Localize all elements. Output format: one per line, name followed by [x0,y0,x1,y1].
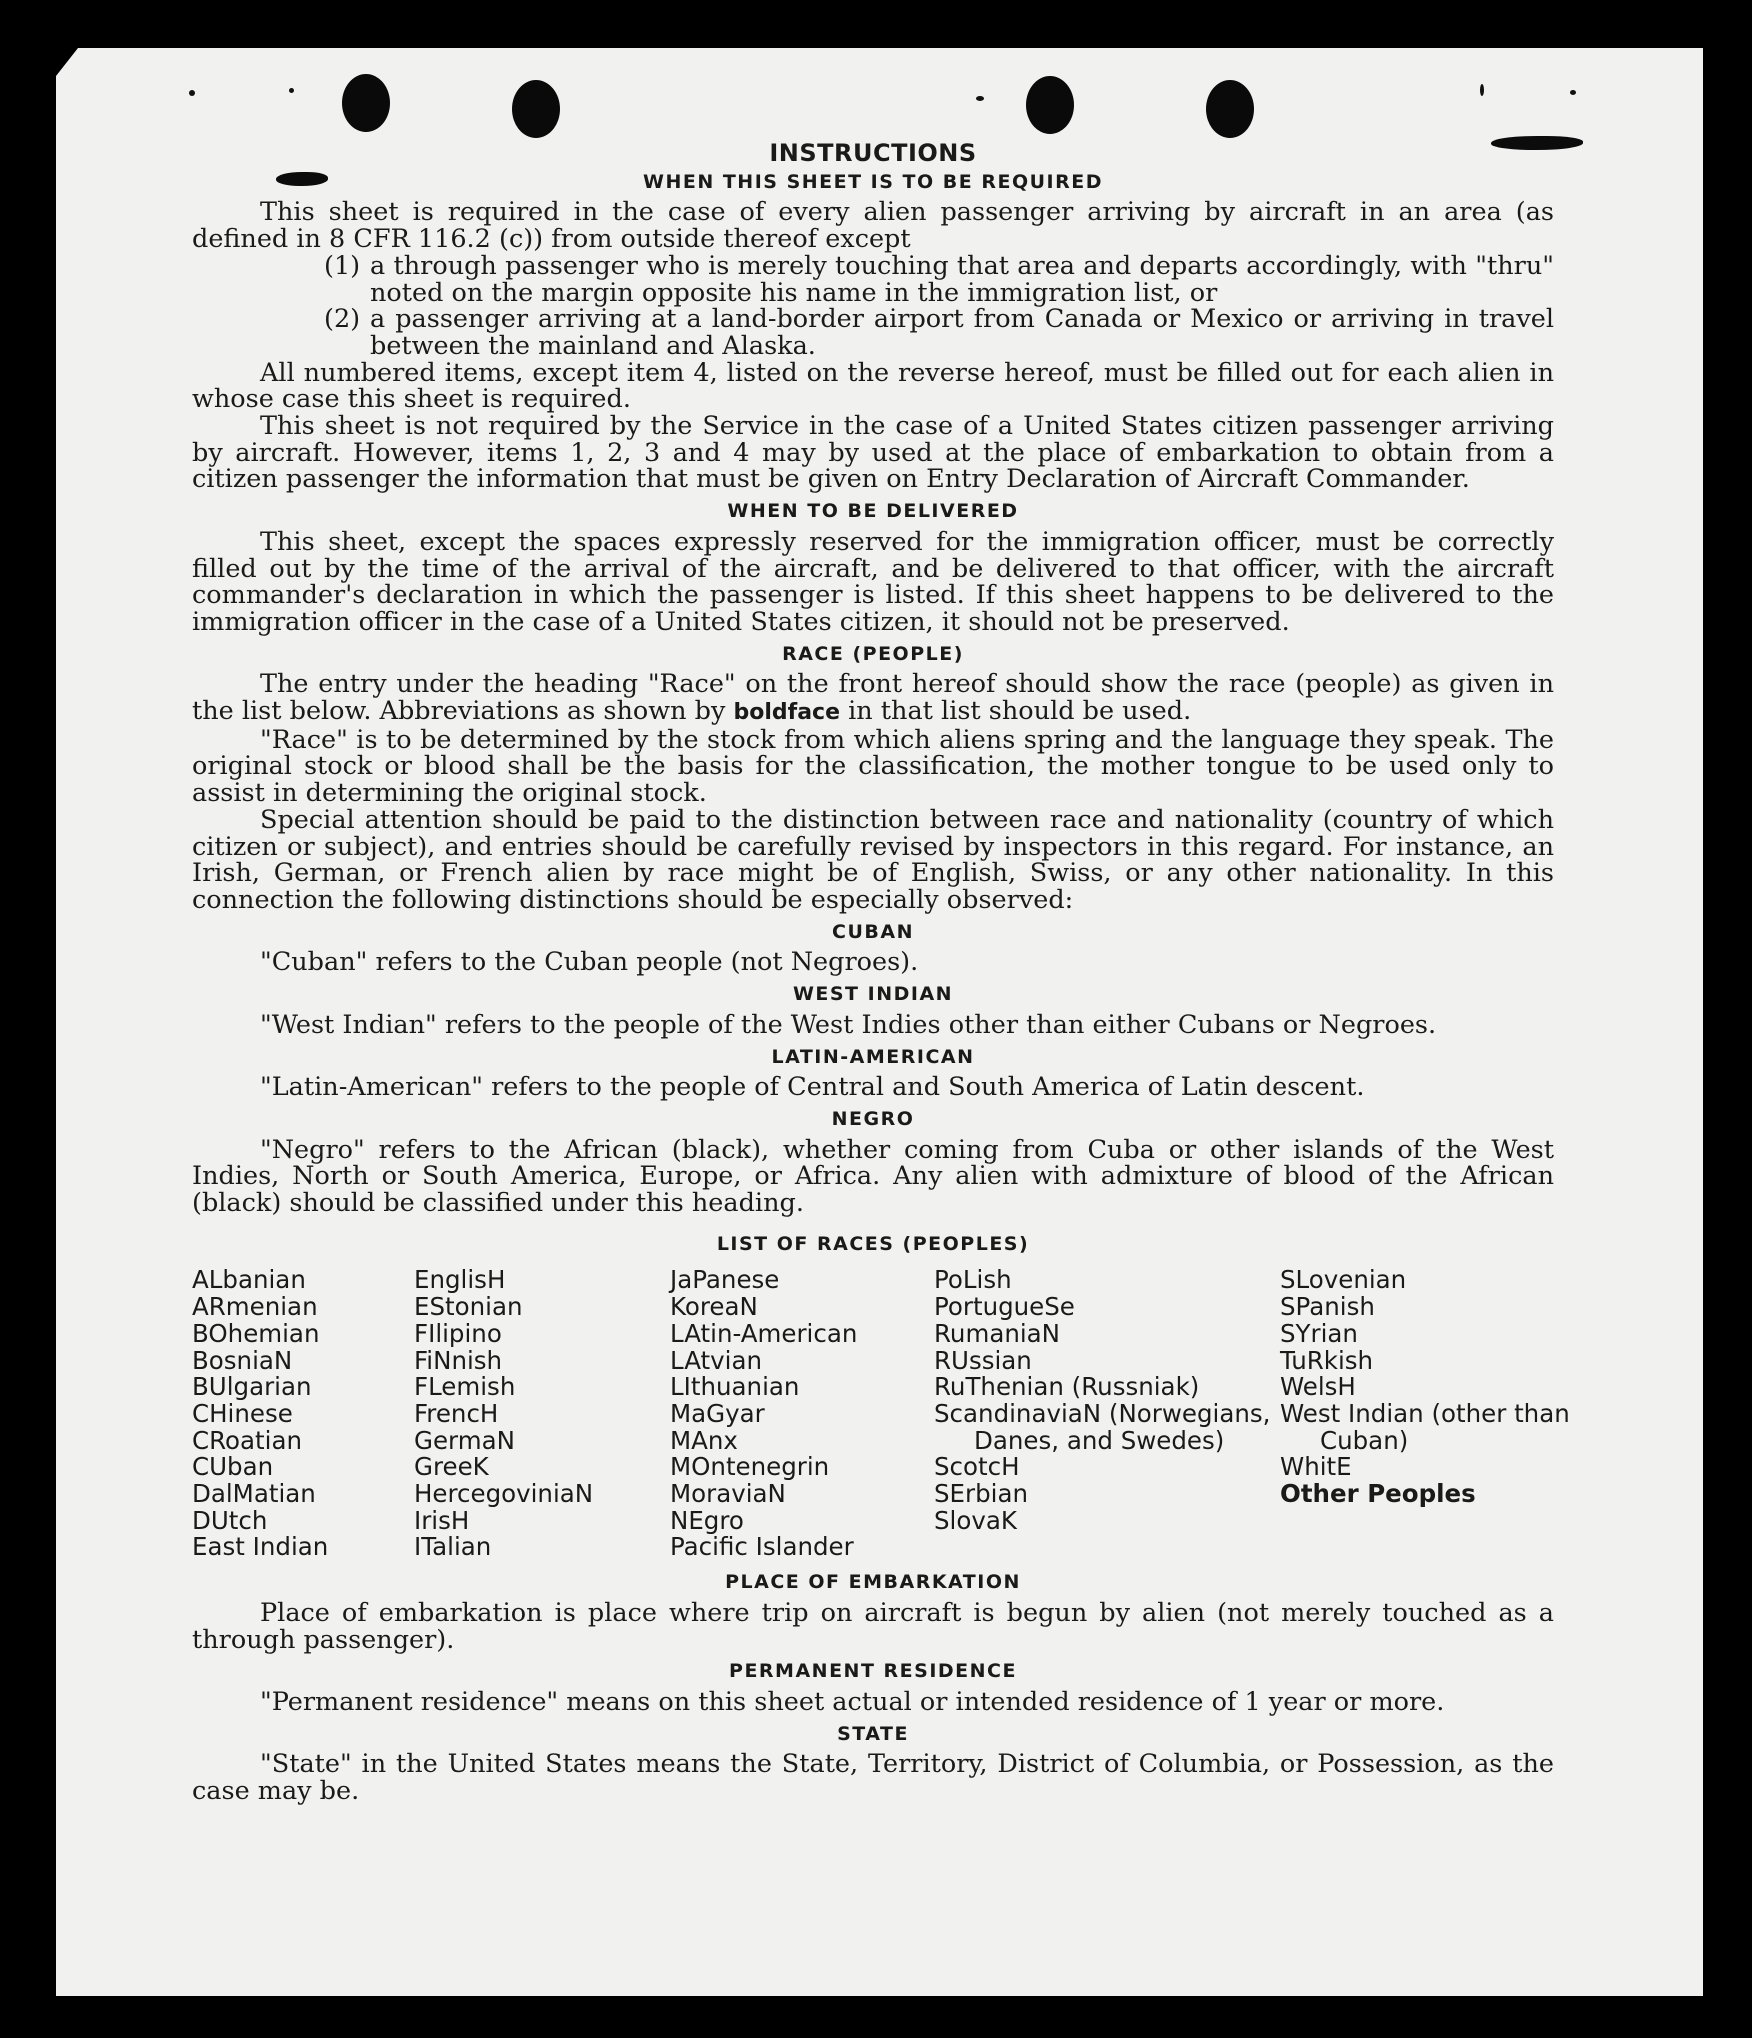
race-entry: EnglisH [414,1265,506,1295]
race-entry: TuRkish [1280,1345,1374,1375]
item-text: a passenger arriving at a land-border airport from Canada or Mexico or arriving in travel between the mainland and Alaska. [370,304,1554,361]
race-entry: NEgro [670,1505,744,1535]
race-entry: MoraviaN [670,1479,786,1509]
race-entry: RuThenian (Russniak) [934,1372,1200,1402]
ink-speck [1570,90,1576,95]
race-entry: PortugueSe [934,1292,1075,1322]
race-entry: SlovaK [934,1505,1017,1535]
list-item [324,250,1554,308]
ink-speck [976,96,984,101]
section-heading-cuban: CUBAN [832,920,914,943]
race-entry: BUlgarian [192,1372,312,1402]
paragraph: This sheet is required in the case of every alien passenger arriving by aircraft in an area (as defined in 8 CFR 116.2 (c)) from outside thereof except [192,197,1554,255]
section-heading-delivered: WHEN TO BE DELIVERED [727,500,1019,523]
paragraph: Special attention should be paid to the distinction between race and nationality (country of which citizen or subject), and entries should be carefully revised by inspectors in this regard. For instance, an Irish, German, or French alien by race might be of English, Swiss, or any other nationality. In this connection the following distinctions should be especially observed: [192,804,1554,915]
paragraph: Place of embarkation is place where trip on aircraft is begun by alien (not merely touched as a through passenger). [192,1597,1554,1655]
section-heading-required: WHEN THIS SHEET IS TO BE REQUIRED [642,170,1103,193]
section-heading-west-indian: WEST INDIAN [792,983,954,1006]
paragraph: This sheet is not required by the Service in the case of a United States citizen passenger arriving by aircraft. However, items 1, 2, 3 and 4 may by used at the place of embarkation to obtain from a citizen passenger the information that must be given on Entry Declaration of Aircraft Commander. [192,411,1554,495]
paragraph: "Negro" refers to the African (black), whether coming from Cuba or other islands of the West Indies, North or South America, Europe, or Africa. Any alien with admixture of blood of the African (black) should be classified under this heading. [192,1134,1554,1219]
paragraph: This sheet, except the spaces expressly reserved for the immigration officer, must be correctly filled out by the time of the arrival of the aircraft, and be delivered to that officer, with the aircraft commander's declaration in which the passenger is listed. If this sheet happens to be delivered to the immigration officer in the case of a United States citizen, it should not be preserved. [192,526,1554,637]
section-heading-latin-american: LATIN-AMERICAN [771,1045,975,1068]
races-column-4 [934,1267,1280,1561]
section-heading-state: STATE [837,1722,909,1745]
race-entry: LAtin-American [670,1318,858,1348]
race-entry: Other Peoples [1280,1479,1476,1509]
section-heading-race: RACE (PEOPLE) [782,642,964,665]
ink-speck [189,90,195,96]
races-list [192,1265,1570,1562]
race-entry: RUssian [934,1345,1032,1375]
text: The entry under the heading "Race" on the front hereof should show the race (people) as given in the list below. Abbreviations as shown by [192,669,1554,727]
paragraph: "Latin-American" refers to the people of Central and South America of Latin descent. [260,1072,1365,1103]
paragraph [192,671,1554,726]
race-entry: GermaN [414,1425,515,1455]
list-item [324,306,1554,359]
race-entry: ARmenian [192,1292,318,1322]
instructions-content [192,139,1570,1807]
paragraph: "Permanent residence" means on this sheet actual or intended residence of 1 year or more. [260,1686,1445,1717]
race-entry: BosniaN [192,1345,293,1375]
race-entry: IrisH [414,1505,470,1535]
race-entry: KoreaN [670,1292,758,1322]
race-entry: BOhemian [192,1318,320,1348]
race-entry: LAtvian [670,1345,762,1375]
race-entry: Pacific Islander [670,1532,854,1562]
ink-speck [289,88,294,93]
race-entry: MAnx [670,1425,738,1455]
paragraph: "State" in the United States means the State, Territory, District of Columbia, or Possession, as the case may be. [192,1749,1554,1807]
section-heading-negro: NEGRO [831,1107,915,1130]
race-entry: WelsH [1280,1372,1356,1402]
race-entry: CHinese [192,1398,293,1428]
race-entry: PoLish [934,1265,1012,1295]
race-entry: CUban [192,1452,274,1482]
race-entry: FrencH [414,1398,499,1428]
paragraph: "Race" is to be determined by the stock from which aliens spring and the language they speak. The original stock or blood shall be the basis for the classification, the mother tongue to be used only to assist in determining the original stock. [192,724,1554,809]
item-number: (2) [324,304,361,335]
punch-hole [1026,76,1074,134]
punch-hole [512,80,560,138]
race-entry: ScandinaviaN (Norwegians, Danes, and Swedes) [934,1398,1271,1455]
item-number: (1) [324,250,361,281]
races-column-2 [414,1267,670,1561]
race-entry: CRoatian [192,1425,302,1455]
race-entry: HercegoviniaN [414,1479,594,1509]
race-entry: WhitE [1280,1452,1352,1482]
race-entry: ALbanian [192,1265,306,1295]
paragraph: "Cuban" refers to the Cuban people (not Negroes). [260,947,919,978]
race-entry: West Indian (other than Cuban) [1280,1398,1570,1455]
paragraph: "West Indian" refers to the people of the West Indies other than either Cubans or Negroes. [260,1009,1437,1040]
race-entry: ITalian [414,1532,492,1562]
punch-hole [342,74,390,132]
race-entry: DalMatian [192,1479,316,1509]
paragraph: All numbered items, except item 4, listed on the reverse hereof, must be filled out for each alien in whose case this sheet is required. [192,357,1554,415]
race-entry: RumaniaN [934,1318,1061,1348]
races-column-3 [670,1267,934,1561]
race-entry: SYrian [1280,1318,1358,1348]
section-heading-races-list: LIST OF RACES (PEOPLES) [716,1232,1030,1255]
punch-hole [1206,80,1254,138]
section-heading-embarkation: PLACE OF EMBARKATION [725,1571,1021,1594]
race-entry: FiNnish [414,1345,503,1375]
races-column-1 [192,1267,414,1561]
race-entry: FIlipino [414,1318,502,1348]
race-entry: MOntenegrin [670,1452,830,1482]
text: in that list should be used. [848,696,1192,727]
race-entry: GreeK [414,1452,489,1482]
item-text: a through passenger who is merely touching that area and departs accordingly, with "thru" noted on the margin opposite his name in the immigration list, or [370,250,1554,308]
race-entry: FLemish [414,1372,516,1402]
race-entry: SErbian [934,1479,1029,1509]
boldface-word: boldface [733,700,841,726]
race-entry: LIthuanian [670,1372,800,1402]
race-entry: East Indian [192,1532,329,1562]
race-entry: SPanish [1280,1292,1375,1322]
ink-speck [1480,84,1484,96]
page-title: INSTRUCTIONS [769,139,977,167]
races-column-5 [1280,1265,1570,1561]
section-heading-residence: PERMANENT RESIDENCE [729,1660,1017,1683]
race-entry: EStonian [414,1292,523,1322]
race-entry: JaPanese [670,1265,780,1295]
race-entry: DUtch [192,1505,268,1535]
race-entry: ScotcH [934,1452,1020,1482]
race-entry: MaGyar [670,1398,765,1428]
race-entry: SLovenian [1280,1265,1407,1295]
